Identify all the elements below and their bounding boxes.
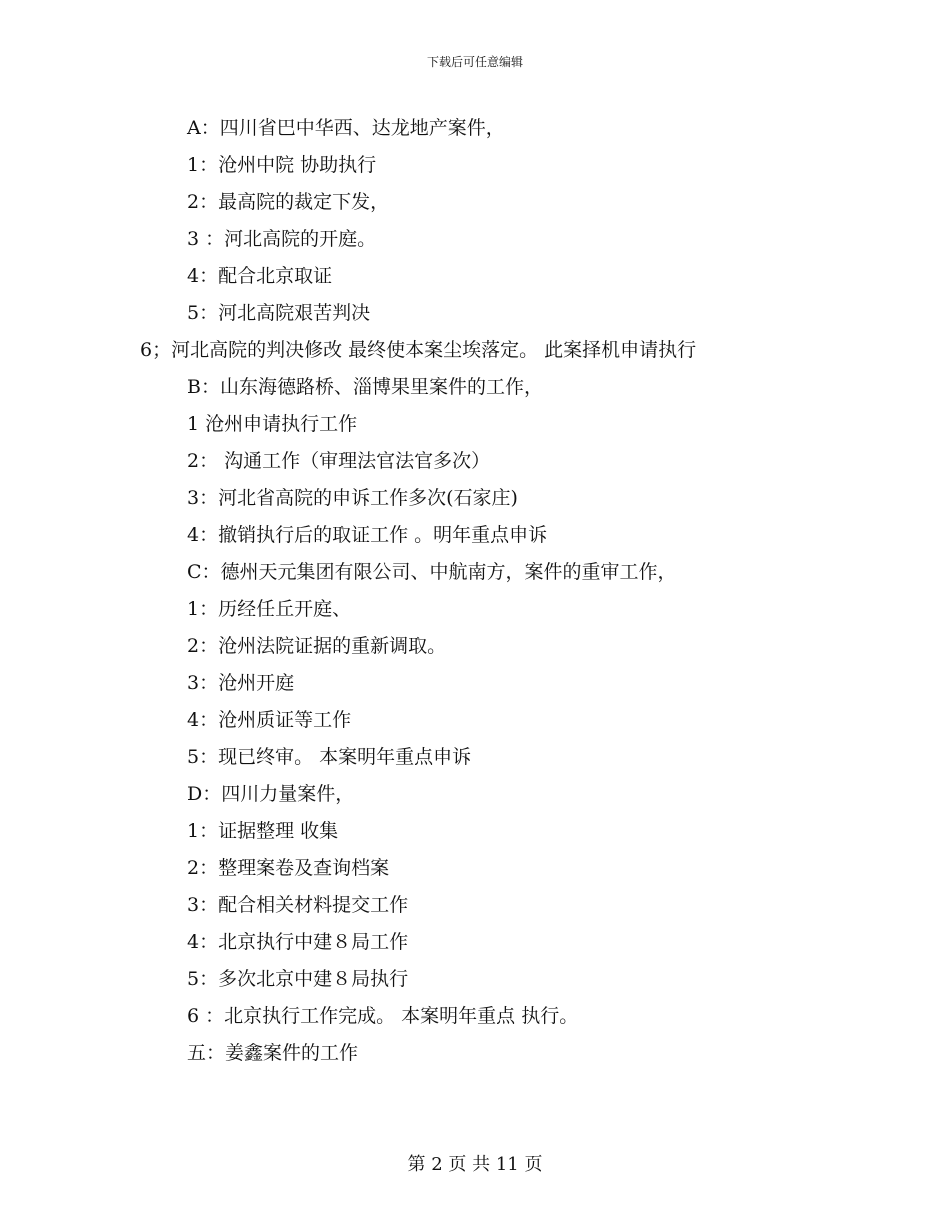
list-item: 4：沧州质证等工作 bbox=[187, 709, 352, 731]
list-item: 4：配合北京取证 bbox=[187, 265, 333, 287]
section-d-heading: D：四川力量案件， bbox=[187, 783, 355, 805]
list-item: 6；河北高院的判决修改 最终使本案尘埃落定。 此案择机申请执行 bbox=[140, 339, 697, 361]
section-a-heading: A：四川省巴中华西、达龙地产案件， bbox=[187, 117, 505, 139]
page-header: 下载后可任意编辑 bbox=[426, 55, 523, 69]
section-five-heading: 五：姜鑫案件的工作 bbox=[187, 1042, 359, 1064]
list-item: 5：多次北京中建８局执行 bbox=[187, 968, 409, 990]
list-item: 3 ：河北高院的开庭。 bbox=[187, 228, 377, 250]
list-item: 4：北京执行中建８局工作 bbox=[187, 931, 409, 953]
list-item: 2：最高院的裁定下发， bbox=[187, 191, 390, 213]
list-item: 1：历经任丘开庭、 bbox=[187, 598, 352, 620]
list-item: 2：沧州法院证据的重新调取。 bbox=[187, 635, 447, 657]
list-item: 5：现已终审。 本案明年重点申诉 bbox=[187, 746, 472, 768]
list-item: 5：河北高院艰苦判决 bbox=[187, 302, 371, 324]
list-item: 6 ：北京执行工作完成。 本案明年重点 执行。 bbox=[187, 1005, 579, 1027]
list-item: 4：撤销执行后的取证工作 。明年重点申诉 bbox=[187, 524, 548, 546]
list-item: 1：沧州中院 协助执行 bbox=[187, 154, 377, 176]
page-number-footer: 第 2 页 共 11 页 bbox=[407, 1154, 543, 1175]
section-c-heading: C：德州天元集团有限公司、中航南方，案件的重审工作， bbox=[187, 561, 677, 583]
list-item: 1：证据整理 收集 bbox=[187, 820, 339, 842]
list-item: 3：配合相关材料提交工作 bbox=[187, 894, 409, 916]
list-item: 1 沧州申请执行工作 bbox=[187, 413, 358, 435]
list-item: 2： 沟通工作（审理法官法官多次） bbox=[187, 450, 491, 472]
document-body bbox=[140, 110, 820, 1072]
list-item: 2：整理案卷及查询档案 bbox=[187, 857, 390, 879]
list-item: 3：沧州开庭 bbox=[187, 672, 295, 694]
list-item: 3：河北省高院的申诉工作多次(石家庄) bbox=[187, 487, 518, 509]
section-b-heading: B：山东海德路桥、淄博果里案件的工作， bbox=[187, 376, 543, 398]
